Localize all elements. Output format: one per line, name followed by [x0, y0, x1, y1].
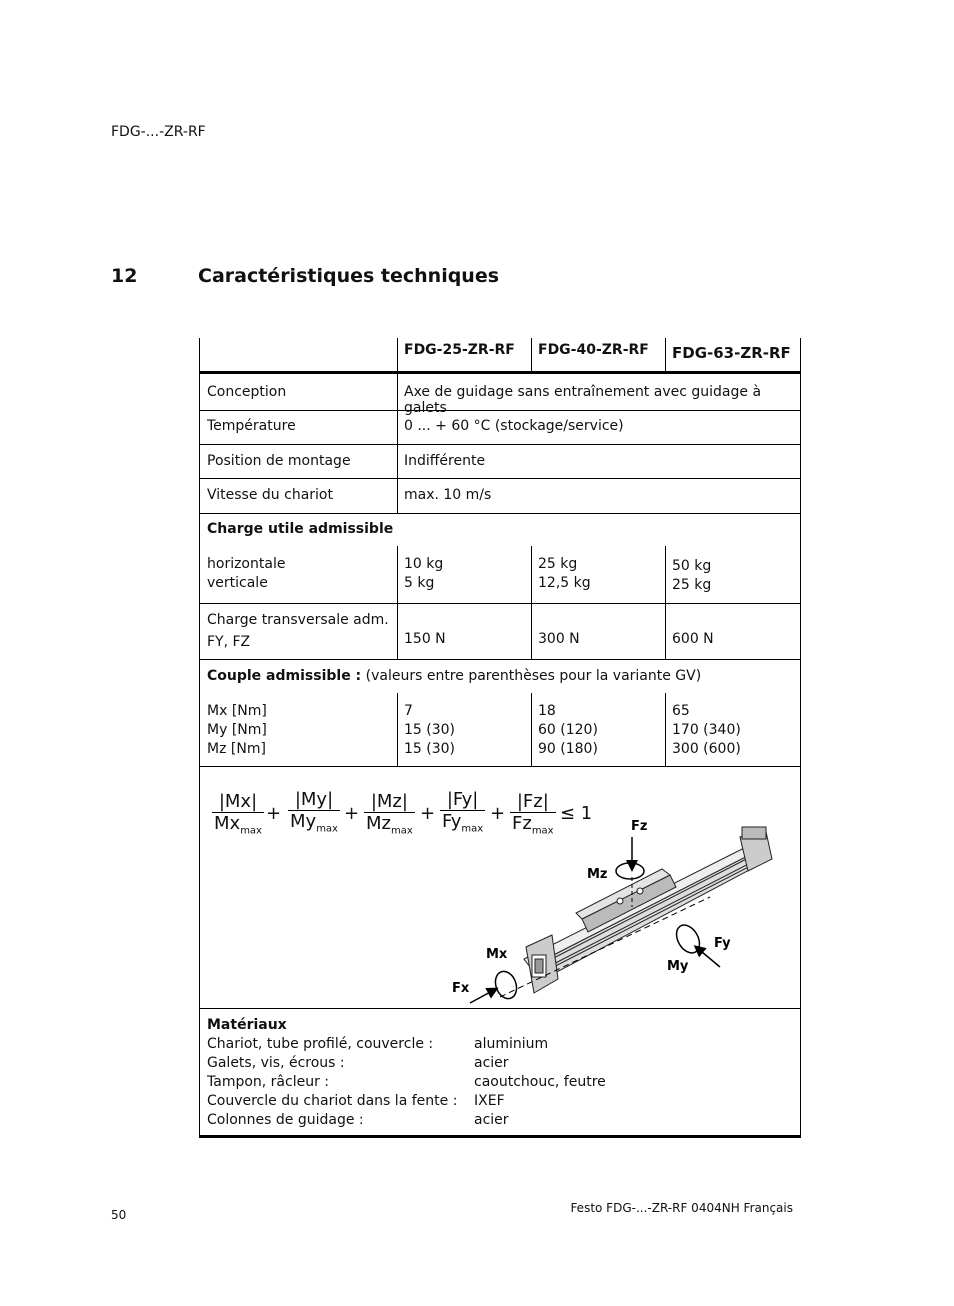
- section-title: Caractéristiques techniques: [198, 265, 500, 287]
- label-mz: Mz: [587, 867, 608, 882]
- guide-axis-diagram: [200, 767, 800, 1009]
- payload-col-25: 10 kg 5 kg: [404, 556, 444, 591]
- mz-rotation-icon: [616, 863, 644, 879]
- my-rotation-icon: [672, 921, 704, 957]
- material-label: Chariot, tube profilé, couvercle :: [207, 1036, 434, 1052]
- section-number: 12: [111, 265, 138, 287]
- formula-term-mx: |Mx| $Mx_{max}$: [214, 791, 262, 837]
- formula-relation: ≤ 1: [560, 803, 593, 824]
- torque-labels: Mx [Nm] My [Nm] Mz [Nm]: [207, 703, 267, 757]
- row-payload: [200, 514, 800, 604]
- payload-labels: horizontale verticale: [207, 556, 286, 591]
- page-number: 50: [111, 1208, 127, 1222]
- column-header-40: FDG-40-ZR-RF: [538, 342, 649, 358]
- table-header-row: [200, 338, 800, 374]
- payload-col-63: 50 kg 25 kg: [672, 558, 712, 593]
- row-speed: [200, 479, 800, 514]
- row-mounting: [200, 445, 800, 479]
- material-value: caoutchouc, feutre: [474, 1074, 606, 1090]
- footer-doc: Festo FDG-...-ZR-RF 0404NH Français: [570, 1201, 793, 1215]
- row-temperature: [200, 411, 800, 445]
- transverse-label: Charge transversale adm.: [207, 612, 389, 628]
- speed-value: max. 10 m/s: [404, 487, 492, 503]
- row-conception: [200, 374, 800, 416]
- mounting-label: Position de montage: [207, 453, 351, 469]
- material-value: IXEF: [474, 1093, 505, 1109]
- torque-col-63: 65 170 (340) 300 (600): [672, 703, 741, 757]
- material-label: Galets, vis, écrous :: [207, 1055, 345, 1071]
- torque-col-40: 18 60 (120) 90 (180): [538, 703, 598, 757]
- row-formula-diagram: [200, 767, 800, 1009]
- payload-col-40: 25 kg 12,5 kg: [538, 556, 591, 591]
- fx-arrow: [470, 989, 496, 1003]
- row-transverse: [200, 604, 800, 660]
- formula-plus: +: [344, 803, 360, 824]
- rail-profile: [524, 841, 770, 982]
- label-fz: Fz: [631, 819, 648, 834]
- formula-term-mz: |Mz| $Mz_{max}$: [366, 791, 413, 837]
- torque-col-25: 7 15 (30) 15 (30): [404, 703, 456, 757]
- label-mx: Mx: [486, 947, 508, 962]
- label-fx: Fx: [452, 981, 470, 996]
- document-id: FDG-...-ZR-RF: [111, 124, 206, 140]
- materials-heading: Matériaux: [207, 1017, 287, 1033]
- end-plate-left: [526, 935, 558, 993]
- column-header-63: FDG-63-ZR-RF: [672, 344, 791, 362]
- speed-label: Vitesse du chariot: [207, 487, 333, 503]
- material-label: Colonnes de guidage :: [207, 1112, 364, 1128]
- label-my: My: [667, 959, 689, 974]
- formula-term-my: |My| $My_{max}$: [290, 789, 338, 835]
- transverse-value-63: 600 N: [672, 631, 714, 647]
- temperature-label: Température: [207, 418, 296, 434]
- row-torque: [200, 660, 800, 767]
- conception-value: Axe de guidage sans entraînement avec guidage à galets: [404, 384, 762, 416]
- transverse-value-25: 150 N: [404, 631, 446, 647]
- material-value: acier: [474, 1055, 509, 1071]
- label-fy: Fy: [714, 936, 731, 951]
- formula-plus: +: [266, 803, 282, 824]
- formula-plus: +: [420, 803, 436, 824]
- mounting-value: Indifférente: [404, 453, 486, 469]
- formula-plus: +: [490, 803, 506, 824]
- material-label: Tampon, râcleur :: [207, 1074, 330, 1090]
- torque-heading: Couple admissible : (valeurs entre parenthèses pour la variante GV): [207, 668, 702, 684]
- formula-term-fz: |Fz| $Fz_{max}$: [512, 791, 554, 837]
- formula-term-fy: |Fy| $Fy_{max}$: [442, 789, 484, 835]
- transverse-value-40: 300 N: [538, 631, 580, 647]
- mx-rotation-icon: [492, 968, 520, 1001]
- temperature-value: 0 ... + 60 °C (stockage/service): [404, 418, 624, 434]
- payload-heading: Charge utile admissible: [207, 521, 394, 537]
- material-label: Couvercle du chariot dans la fente :: [207, 1093, 458, 1109]
- material-value: acier: [474, 1112, 509, 1128]
- column-header-25: FDG-25-ZR-RF: [404, 342, 515, 358]
- material-value: aluminium: [474, 1036, 549, 1052]
- row-materials: [200, 1009, 800, 1138]
- spec-table: [199, 338, 801, 1138]
- conception-label: Conception: [207, 384, 287, 400]
- transverse-sublabel: FY, FZ: [207, 634, 251, 650]
